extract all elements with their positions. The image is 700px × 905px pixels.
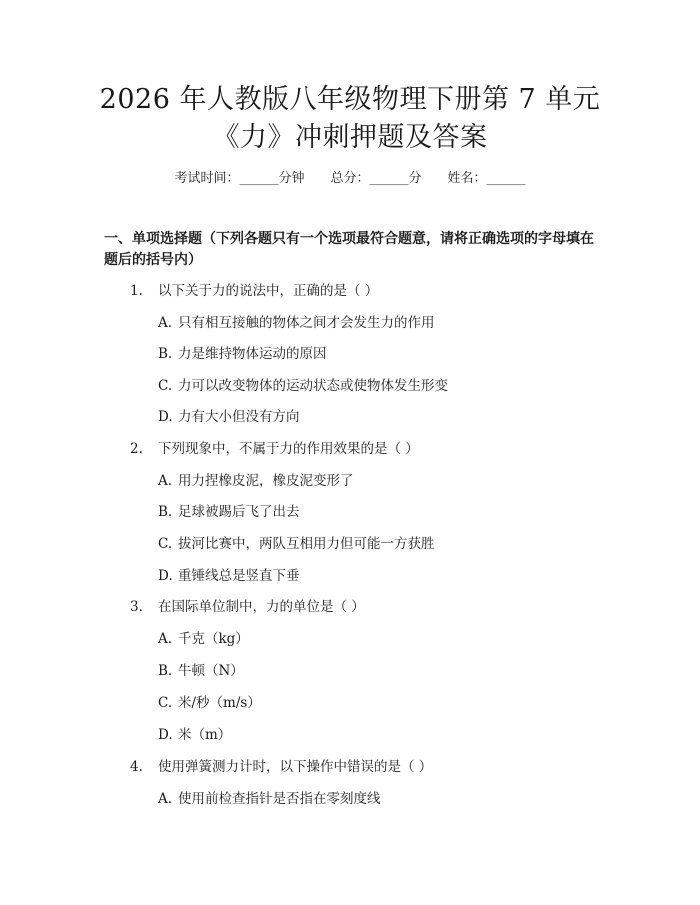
option-text: 米（m） [178, 727, 232, 743]
question-number: 3. [130, 599, 143, 615]
question-text: 以下关于力的说法中，正确的是（ ） [158, 283, 379, 299]
option-1a [158, 314, 435, 332]
question-text: 在国际单位制中，力的单位是（ ） [158, 599, 365, 615]
option-text: 足球被踢后飞了出去 [178, 504, 300, 520]
option-3b [158, 662, 244, 680]
option-4a [158, 790, 381, 808]
option-letter: D. [158, 409, 173, 425]
document-title-line2: 《力》冲刺押题及答案 [212, 122, 488, 153]
option-text: 使用前检查指针是否指在零刻度线 [178, 791, 381, 807]
option-text: 力有大小但没有方向 [178, 409, 300, 425]
option-text: 重锤线总是竖直下垂 [178, 568, 300, 584]
option-text: 拔河比赛中，两队互相用力但可能一方获胜 [178, 536, 435, 552]
option-letter: A. [158, 315, 173, 331]
exam-time-label: 考试时间：______分钟 [174, 171, 305, 186]
exam-meta [0, 170, 700, 188]
option-1c [158, 377, 448, 395]
option-letter: C. [158, 378, 173, 394]
question-3 [130, 598, 365, 616]
question-text: 下列现象中，不属于力的作用效果的是（ ） [158, 441, 419, 457]
option-text: 牛顿（N） [178, 663, 244, 679]
student-name-label: 姓名：______ [447, 171, 526, 186]
document-title-line1: 2026 年人教版八年级物理下册第 7 单元 [99, 84, 601, 115]
option-text: 力可以改变物体的运动状态或使物体发生形变 [178, 378, 448, 394]
option-letter: B. [158, 663, 173, 679]
question-number: 4. [130, 759, 143, 775]
question-number: 2. [130, 441, 143, 457]
option-text: 用力捏橡皮泥，橡皮泥变形了 [178, 473, 354, 489]
section-heading: 一、单项选择题（下列各题只有一个选项最符合题意，请将正确选项的字母填在题后的括号内） [104, 231, 594, 268]
question-number: 1. [130, 283, 143, 299]
option-text: 只有相互接触的物体之间才会发生力的作用 [178, 315, 435, 331]
question-text: 使用弹簧测力计时，以下操作中错误的是（ ） [158, 759, 433, 775]
option-letter: B. [158, 504, 173, 520]
option-letter: A. [158, 473, 173, 489]
option-letter: C. [158, 536, 173, 552]
option-letter: A. [158, 631, 173, 647]
option-letter: B. [158, 346, 173, 362]
question-4 [130, 758, 432, 776]
question-1 [130, 282, 378, 300]
option-3a [158, 630, 249, 648]
option-text: 力是维持物体运动的原因 [178, 346, 327, 362]
question-2 [130, 440, 419, 458]
option-letter: C. [158, 695, 173, 711]
option-2a [158, 472, 354, 490]
option-3c [158, 694, 261, 712]
option-2b [158, 503, 300, 521]
option-1b [158, 345, 327, 363]
option-text: 千克（kg） [178, 631, 249, 647]
option-3d [158, 726, 231, 744]
option-1d [158, 408, 300, 426]
option-letter: D. [158, 727, 173, 743]
option-text: 米/秒（m/s） [178, 695, 261, 711]
option-2c [158, 535, 435, 553]
option-letter: A. [158, 791, 173, 807]
option-2d [158, 567, 300, 585]
option-letter: D. [158, 568, 173, 584]
total-score-label: 总分：______分 [330, 171, 422, 186]
